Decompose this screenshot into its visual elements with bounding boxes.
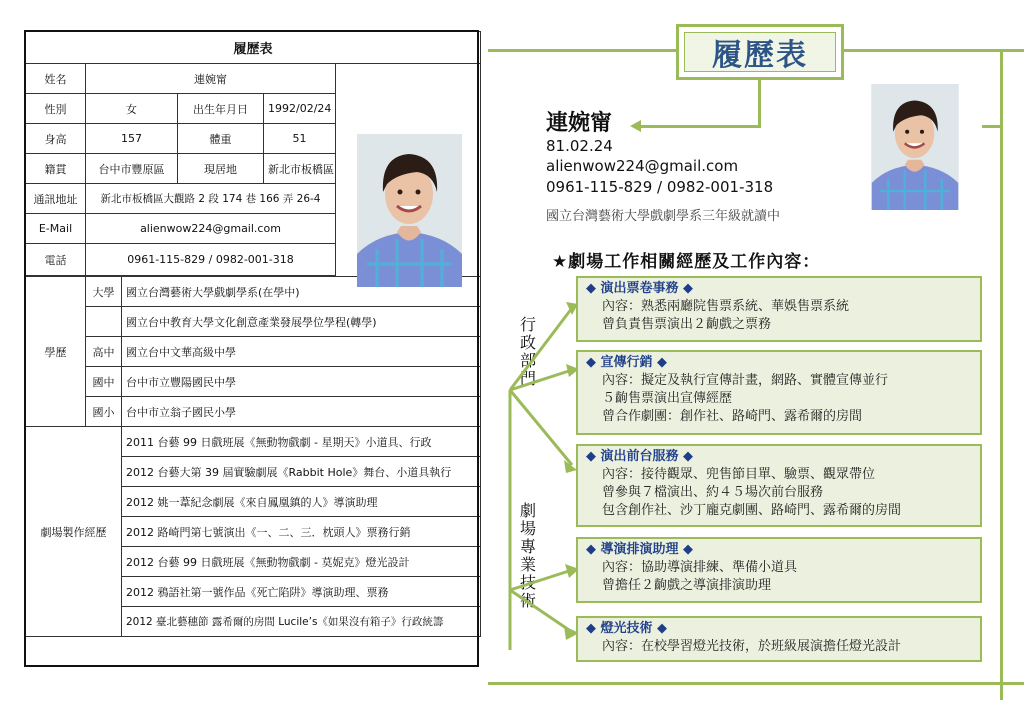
edu-level: 國中 — [86, 367, 122, 397]
card-title: ◆ 燈光技術 ◆ — [586, 621, 668, 636]
email: alienwow224@gmail.com — [546, 157, 739, 175]
right-vertical-line — [1000, 49, 1003, 700]
edu-school: 國立台中教育大學文化創意產業發展學位學程(轉學) — [122, 307, 481, 337]
birthday: 81.02.24 — [546, 137, 613, 155]
photo-connector — [982, 125, 1002, 128]
portrait-icon — [357, 134, 462, 287]
experience-item: 2012 路崎門第七號演出《一、二、三．枕頭人》票務行銷 — [122, 517, 481, 547]
name-arrow-line — [640, 125, 761, 128]
height-value: 157 — [86, 124, 178, 154]
card-line: ５齣售票演出宣傳經歷 — [602, 391, 733, 406]
card-line: 內容：擬定及執行宣傳計畫，網路、實體宣傳並行 — [602, 373, 889, 388]
resume-table — [25, 31, 481, 637]
edu-level: 國小 — [86, 397, 122, 427]
edu-level: 大學 — [86, 277, 122, 307]
card-line: 曾參與７檔演出、約４５場次前台服務 — [602, 485, 824, 500]
residence-label: 現居地 — [178, 154, 264, 184]
edu-school: 國立台中文華高級中學 — [122, 337, 481, 367]
title-box — [676, 24, 844, 80]
title-arrow-line — [758, 80, 761, 127]
card-title: ◆ 演出票卷事務 ◆ — [586, 281, 694, 296]
edu-level — [86, 307, 122, 337]
card-marketing — [576, 350, 982, 435]
gender-label: 性別 — [26, 94, 86, 124]
card-line: 曾擔任２齣戲之導演排演助理 — [602, 578, 772, 593]
card-title: ◆ 宣傳行銷 ◆ — [586, 355, 668, 370]
birth-label: 出生年月日 — [178, 94, 264, 124]
edu-school: 台中市立翁子國民小學 — [122, 397, 481, 427]
right-title: 履歷表 — [684, 32, 836, 72]
card-line: 包含創作社、沙丁龐克劇團、路崎門、露希爾的房間 — [602, 503, 902, 518]
experience-item: 2012 鴉語社第一號作品《死亡陷阱》導演助理、票務 — [122, 577, 481, 607]
top-line-right — [844, 49, 1024, 52]
phone-label: 電話 — [26, 244, 86, 276]
address-label: 通訊地址 — [26, 184, 86, 214]
connector-lines — [500, 290, 582, 670]
school: 國立台灣藝術大學戲劇學系三年級就讀中 — [546, 209, 781, 224]
bottom-line — [488, 682, 1024, 685]
card-title: ◆ 導演排演助理 ◆ — [586, 542, 694, 557]
card-line: 內容：協助導演排練、準備小道具 — [602, 560, 798, 575]
experience-item: 2012 台藝大第 39 屆實驗劇展《Rabbit Hole》舞台、小道具執行 — [122, 457, 481, 487]
section-title: ★劇場工作相關經歷及工作內容： — [552, 252, 821, 272]
email-label: E-Mail — [26, 214, 86, 244]
table-title: 履歷表 — [26, 32, 481, 64]
card-line: 內容：熟悉兩廳院售票系統、華娛售票系統 — [602, 299, 850, 314]
portrait-photo — [357, 134, 462, 287]
height-label: 身高 — [26, 124, 86, 154]
arrow-left-icon — [630, 120, 641, 132]
card-assistant-director — [576, 537, 982, 603]
email-value: alienwow224@gmail.com — [86, 214, 336, 244]
card-line: 內容：在校學習燈光技術，於班級展演擔任燈光設計 — [602, 639, 902, 654]
card-front-of-house — [576, 444, 982, 527]
top-line-left — [488, 49, 678, 52]
card-line: 曾合作劇團：創作社、路崎門、露希爾的房間 — [602, 409, 863, 424]
origin-value: 台中市豐原區 — [86, 154, 178, 184]
experience-item: 2012 台藝 99 日戲班展《無動物戲劇 - 莫妮克》燈光設計 — [122, 547, 481, 577]
name-value: 連婉甯 — [86, 64, 336, 94]
portrait-photo-small — [871, 84, 959, 210]
experience-label: 劇場製作經歷 — [26, 427, 122, 637]
address-value: 新北市板橋區大觀路 2 段 174 巷 166 弄 26-4 — [86, 184, 336, 214]
card-line: 內容：接待觀眾、兜售節目單、驗票、觀眾帶位 — [602, 467, 876, 482]
weight-value: 51 — [264, 124, 336, 154]
edu-school: 國立台灣藝術大學戲劇學系(在學中) — [122, 277, 481, 307]
phone: 0961-115-829 / 0982-001-318 — [546, 178, 774, 196]
phone-value: 0961-115-829 / 0982-001-318 — [86, 244, 336, 276]
experience-item: 2012 姚一葦紀念劇展《來自鳳凰鎮的人》導演助理 — [122, 487, 481, 517]
origin-label: 籍貫 — [26, 154, 86, 184]
edu-school: 台中市立豐陽國民中學 — [122, 367, 481, 397]
card-line: 曾負責售票演出２齣戲之票務 — [602, 317, 772, 332]
weight-label: 體重 — [178, 124, 264, 154]
education-label: 學歷 — [26, 277, 86, 427]
card-lighting — [576, 616, 982, 662]
dept-admin-label: 行政部門 — [519, 315, 536, 388]
gender-value: 女 — [86, 94, 178, 124]
experience-item: 2012 臺北藝穗節 露希爾的房間 Lucile’s《如果沒有箱子》行政統籌 — [122, 607, 481, 637]
portrait-icon — [871, 84, 959, 210]
residence-value: 新北市板橋區 — [264, 154, 336, 184]
dept-tech-label: 劇場專業技術 — [519, 501, 536, 610]
name-label: 姓名 — [26, 64, 86, 94]
birth-value: 1992/02/24 — [264, 94, 336, 124]
edu-level: 高中 — [86, 337, 122, 367]
card-title: ◆ 演出前台服務 ◆ — [586, 449, 694, 464]
card-ticketing — [576, 276, 982, 342]
person-name: 連婉甯 — [546, 111, 613, 136]
experience-item: 2011 台藝 99 日戲班展《無動物戲劇 - 星期天》小道具、行政 — [122, 427, 481, 457]
